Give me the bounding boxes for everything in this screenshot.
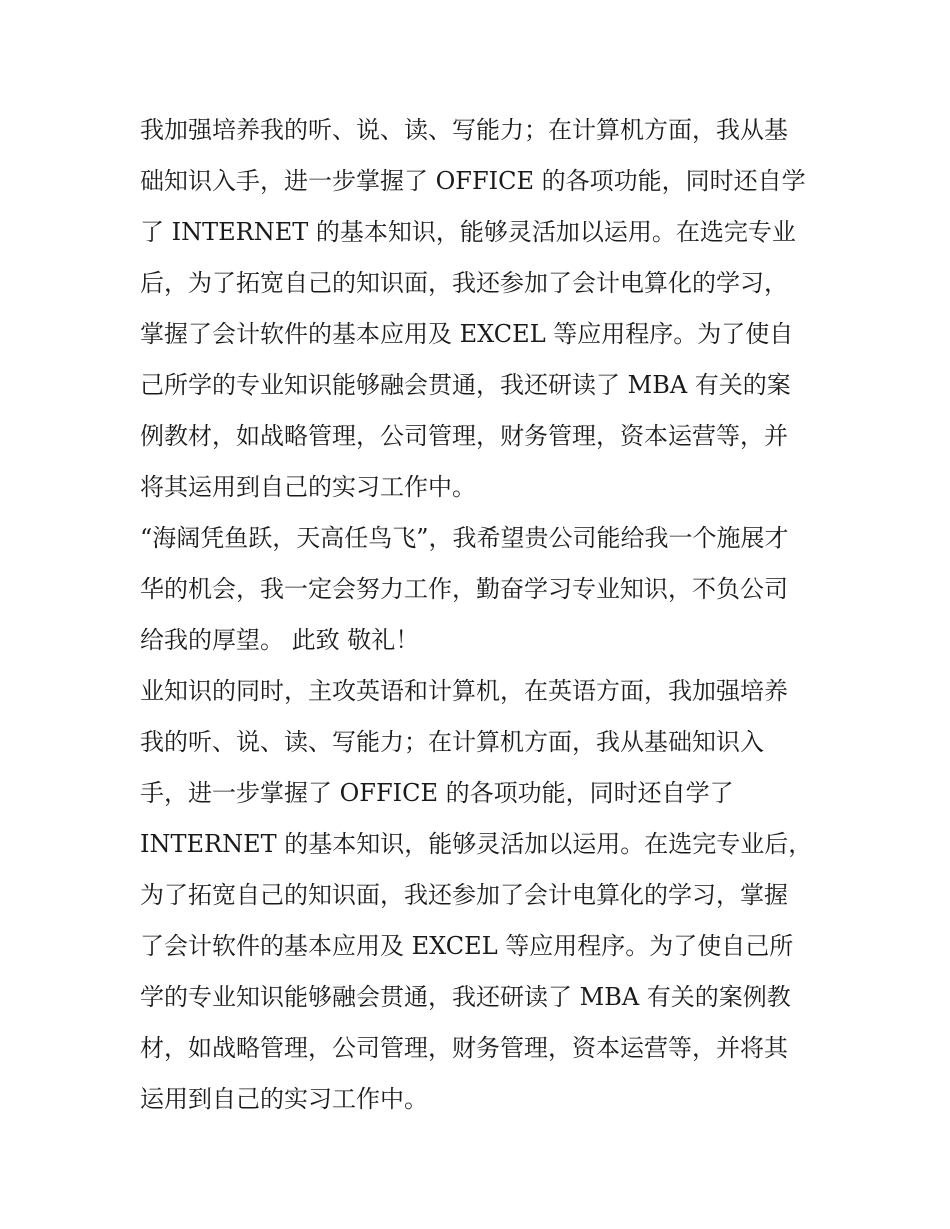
text-line: “海阔凭鱼跃，天高任鸟飞”，我希望贵公司能给我一个施展才 <box>140 524 789 552</box>
text-line: 将其运用到自己的实习工作中。 <box>140 473 476 501</box>
text-line: 我加强培养我的听、说、读、写能力；在计算机方面，我从基 <box>140 116 788 144</box>
text-line: INTERNET 的基本知识，能够灵活加以运用。在选完专业后， <box>140 830 813 858</box>
text-line: 业知识的同时，主攻英语和计算机，在英语方面，我加强培养 <box>140 677 788 705</box>
text-line: 己所学的专业知识能够融会贯通，我还研读了 MBA 有关的案 <box>140 371 791 399</box>
document-body <box>140 105 820 1125</box>
text-line: 础知识入手，进一步掌握了 OFFICE 的各项功能，同时还自学 <box>140 167 806 195</box>
paragraph-2 <box>140 513 820 666</box>
text-line: 运用到自己的实习工作中。 <box>140 1085 428 1113</box>
text-line: 掌握了会计软件的基本应用及 EXCEL 等应用程序。为了使自 <box>140 320 794 348</box>
text-line: 后，为了拓宽自己的知识面，我还参加了会计电算化的学习， <box>140 269 788 297</box>
text-line: 我的听、说、读、写能力；在计算机方面，我从基础知识入 <box>140 728 764 756</box>
text-line: 例教材，如战略管理，公司管理，财务管理，资本运营等，并 <box>140 422 788 450</box>
text-line: 材，如战略管理，公司管理，财务管理，资本运营等，并将其 <box>140 1034 788 1062</box>
text-line: 华的机会，我一定会努力工作，勤奋学习专业知识，不负公司 <box>140 575 788 603</box>
text-line: 了 INTERNET 的基本知识，能够灵活加以运用。在选完专业 <box>140 218 796 246</box>
text-line: 了会计软件的基本应用及 EXCEL 等应用程序。为了使自己所 <box>140 932 794 960</box>
paragraph-3 <box>140 666 820 1125</box>
text-line: 给我的厚望。 此致 敬礼！ <box>140 626 420 654</box>
text-line: 学的专业知识能够融会贯通，我还研读了 MBA 有关的案例教 <box>140 983 791 1011</box>
paragraph-1 <box>140 105 820 513</box>
text-line: 为了拓宽自己的知识面，我还参加了会计电算化的学习，掌握 <box>140 881 788 909</box>
text-line: 手，进一步掌握了 OFFICE 的各项功能，同时还自学了 <box>140 779 734 807</box>
